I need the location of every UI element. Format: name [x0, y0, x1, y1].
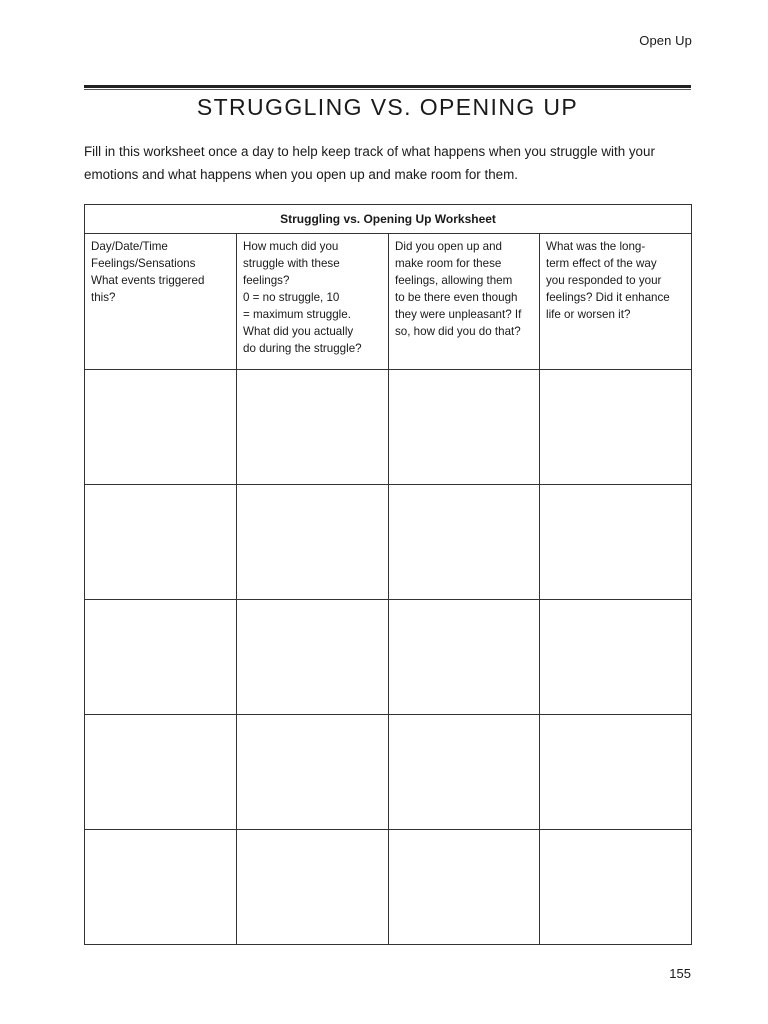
title-rule-thin — [84, 89, 691, 90]
worksheet-table — [84, 204, 692, 945]
entry-cell — [85, 370, 237, 485]
page-number: 155 — [669, 966, 691, 981]
entry-cell — [237, 830, 389, 945]
column-header-line: What was the long- — [546, 240, 646, 253]
worksheet-entry-row — [85, 830, 692, 945]
column-header-line: Day/Date/Time — [91, 240, 168, 253]
worksheet-entry-row — [85, 600, 692, 715]
column-header-open-up — [389, 234, 540, 370]
entry-cell — [85, 485, 237, 600]
column-header-line: struggle with these — [243, 257, 340, 270]
worksheet-header-row — [85, 234, 692, 370]
column-header-line: What did you actually — [243, 325, 354, 338]
page-title: STRUGGLING VS. OPENING UP — [196, 94, 579, 120]
entry-cell — [540, 715, 692, 830]
title-rule-thick — [84, 85, 691, 88]
entry-cell — [389, 715, 540, 830]
column-header-line: you responded to your — [546, 274, 662, 287]
entry-cell — [540, 600, 692, 715]
column-header-line: = maximum struggle. — [243, 308, 351, 321]
column-header-line: life or worsen it? — [546, 308, 631, 321]
entry-cell — [540, 485, 692, 600]
worksheet-entry-row — [85, 485, 692, 600]
entry-cell — [237, 715, 389, 830]
intro-line: emotions and what happens when you open up and make room for them. — [84, 167, 518, 182]
column-header-line: Did you open up and — [395, 240, 503, 253]
column-header-struggle — [237, 234, 389, 370]
column-header-line: How much did you — [243, 240, 339, 253]
column-header-line: 0 = no struggle, 10 — [243, 291, 340, 304]
column-header-line: term effect of the way — [546, 257, 657, 270]
worksheet-caption-row — [85, 205, 692, 234]
column-header-long-term-effect — [540, 234, 692, 370]
entry-cell — [389, 485, 540, 600]
entry-cell — [237, 600, 389, 715]
entry-cell — [389, 600, 540, 715]
column-header-line: so, how did you do that? — [395, 325, 521, 338]
column-header-line: feelings? — [243, 274, 290, 287]
worksheet-entry-row — [85, 715, 692, 830]
intro-paragraph — [84, 140, 696, 186]
column-header-line: do during the struggle? — [243, 342, 362, 355]
column-header-line: What events triggered — [91, 274, 205, 287]
entry-cell — [389, 370, 540, 485]
entry-cell — [237, 485, 389, 600]
entry-cell — [540, 830, 692, 945]
column-header-day-feelings — [85, 234, 237, 370]
entry-cell — [389, 830, 540, 945]
entry-cell — [540, 370, 692, 485]
entry-cell — [237, 370, 389, 485]
worksheet-caption: Struggling vs. Opening Up Worksheet — [85, 205, 692, 234]
column-header-line: make room for these — [395, 257, 502, 270]
worksheet-entry-row — [85, 370, 692, 485]
running-header: Open Up — [639, 33, 692, 48]
column-header-line: feelings? Did it enhance — [546, 291, 670, 304]
column-header-line: to be there even though — [395, 291, 518, 304]
column-header-line: feelings, allowing them — [395, 274, 513, 287]
entry-cell — [85, 715, 237, 830]
entry-cell — [85, 830, 237, 945]
column-header-line: this? — [91, 291, 116, 304]
entry-cell — [85, 600, 237, 715]
column-header-line: Feelings/Sensations — [91, 257, 196, 270]
intro-line: Fill in this worksheet once a day to help keep track of what happens when you struggle with your — [84, 144, 655, 159]
column-header-line: they were unpleasant? If — [395, 308, 522, 321]
